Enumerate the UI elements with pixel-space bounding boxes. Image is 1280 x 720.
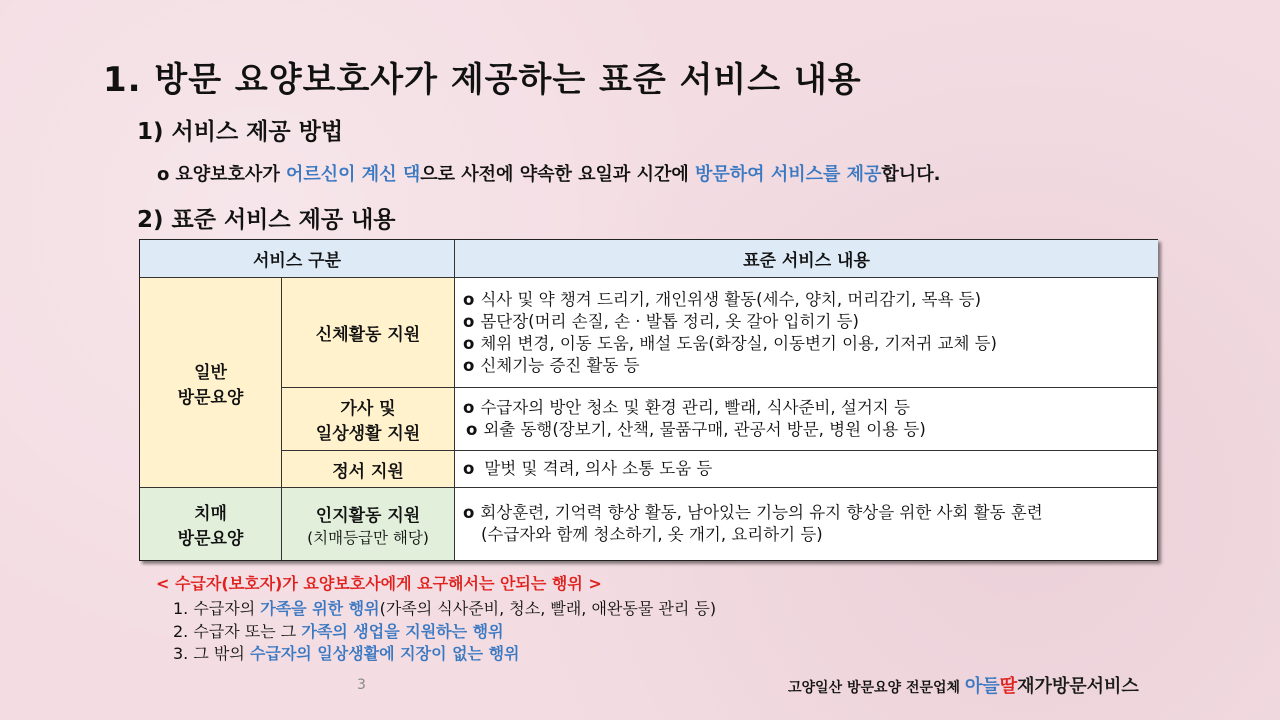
bullet-icon: o xyxy=(463,459,475,478)
warning-item-3: 3. 그 밖의 수급자의 일상생활에 지장이 없는 행위 xyxy=(173,644,520,663)
list-item: o 몸단장(머리 손질, 손 · 발톱 정리, 옷 갈아 입히기 등) xyxy=(463,311,859,331)
desc-text-e: 합니다. xyxy=(881,164,941,185)
method-description xyxy=(157,160,940,186)
bullet-icon: o xyxy=(463,311,475,331)
desc-text-c: 으로 사전에 약속한 요일과 시간에 xyxy=(420,164,695,185)
list-item: o 말벗 및 격려, 의사 소통 도움 등 xyxy=(463,459,713,478)
section-heading-method: 1) 서비스 제공 방법 xyxy=(137,119,344,145)
list-item-continued: (수급자와 함께 청소하기, 옷 개기, 요리하기 등) xyxy=(481,525,823,544)
row-physical-content xyxy=(455,278,1158,388)
bullet-icon: o xyxy=(463,289,475,309)
section-heading-content: 2) 표준 서비스 제공 내용 xyxy=(137,207,396,233)
bullet-icon: o xyxy=(466,420,478,439)
bullet-icon: o xyxy=(157,164,170,185)
page-number: 3 xyxy=(357,677,366,693)
list-item: o 체위 변경, 이동 도움, 배설 도움(화장실, 이동변기 이용, 기저귀 교체 등) xyxy=(463,333,997,353)
list-item: o 신체기능 증진 활동 등 xyxy=(463,355,640,375)
row-cognitive-content xyxy=(455,488,1158,560)
list-item: o 수급자의 방안 청소 및 환경 관리, 빨래, 식사준비, 설거지 등 xyxy=(463,398,910,417)
list-item: o 회상훈련, 기억력 향상 활동, 남아있는 기능의 유지 향상을 위한 사회 활동 훈련 xyxy=(463,503,1043,522)
header-category: 서비스 구분 xyxy=(140,240,455,278)
group-dementia-label: 치매 방문요양 xyxy=(140,488,282,560)
page-title: 1. 방문 요양보호사가 제공하는 표준 서비스 내용 xyxy=(103,60,862,100)
row-emotional-label: 정서 지원 xyxy=(282,451,455,488)
header-content: 표준 서비스 내용 xyxy=(455,240,1158,278)
group-general-line2: 방문요양 xyxy=(177,387,244,408)
bullet-icon: o xyxy=(463,503,475,522)
warning-item-2: 2. 수급자 또는 그 가족의 생업을 지원하는 행위 xyxy=(173,622,504,641)
group-general-line1: 일반 xyxy=(194,362,227,383)
warning-item-1: 1. 수급자의 가족을 위한 행위(가족의 식사준비, 청소, 빨래, 애완동물 관리 등) xyxy=(173,599,717,618)
row-physical-label: 신체활동 지원 xyxy=(282,278,455,388)
bullet-icon: o xyxy=(463,355,475,375)
row-housework-content xyxy=(455,388,1158,451)
list-item: o 외출 동행(장보기, 산책, 물품구매, 관공서 방문, 병원 이용 등) xyxy=(466,420,926,439)
desc-highlight-home: 어르신이 계신 댁 xyxy=(285,164,421,185)
desc-highlight-visit: 방문하여 서비스를 제공 xyxy=(695,164,882,185)
bullet-icon: o xyxy=(463,333,475,353)
row-cognitive-label: 인지활동 지원 (치매등급만 해당) xyxy=(282,488,455,560)
row-housework-label: 가사 및 일상생활 지원 xyxy=(282,388,455,451)
brand-part-b: 딸 xyxy=(999,676,1018,697)
footer-brand: 고양일산 방문요양 전문업체 아들딸재가방문서비스 xyxy=(788,676,1139,697)
row-emotional-content xyxy=(455,451,1158,488)
bullet-icon: o xyxy=(463,398,475,417)
desc-text-a: 요양보호사가 xyxy=(175,164,286,185)
warning-title: < 수급자(보호자)가 요양보호사에게 요구해서는 안되는 행위 > xyxy=(156,574,602,593)
brand-part-c: 재가방문서비스 xyxy=(1017,676,1139,697)
group-general-label xyxy=(140,278,282,488)
service-table xyxy=(139,239,1158,561)
list-item: o 식사 및 약 챙겨 드리기, 개인위생 활동(세수, 양치, 머리감기, 목욕 등) xyxy=(463,289,982,309)
brand-part-a: 아들 xyxy=(964,676,1000,697)
